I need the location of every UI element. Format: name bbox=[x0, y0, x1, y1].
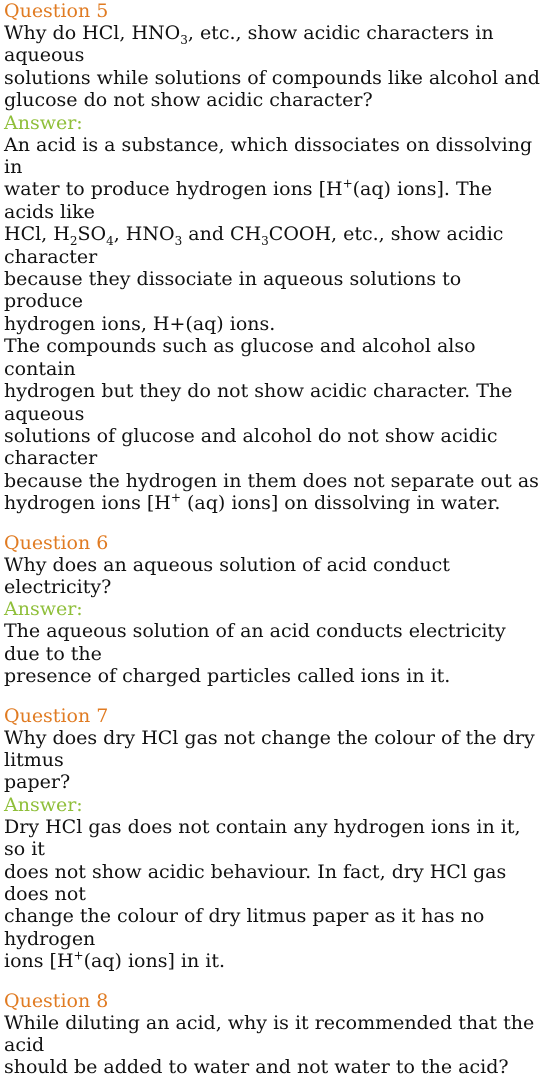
question-6-section bbox=[4, 532, 544, 688]
answer-text: The aqueous solution of an acid conducts electricity due to the presence of charged particles called ions in it. bbox=[4, 620, 506, 688]
question-5-section bbox=[4, 0, 544, 515]
question-text: Why does an aqueous solution of acid conduct electricity? bbox=[4, 553, 450, 598]
question-heading: Question 6 bbox=[4, 531, 109, 554]
document-page bbox=[4, 0, 544, 1079]
answer-paragraph-2: The compounds such as glucose and alcohol also contain hydrogen but they do not show acidic character. The aqueous solutions of glucose and alcohol do not show acidic character because the hydrogen in them does not separate out as hydrogen ions [H+ (aq) ions] on dissolving in water. bbox=[4, 335, 539, 515]
question-heading: Question 7 bbox=[4, 704, 109, 727]
question-text: Why does dry HCl gas not change the colour of the dry litmus paper? bbox=[4, 726, 535, 794]
answer-paragraph-1: An acid is a substance, which dissociates on dissolving in water to produce hydrogen ions [H+(aq) ions]. The acids like HCl, $H_2SO_4$, $HNO_3$ and $CH_3COOH$, etc., show acidic character because they dissociate in aqueous solutions to produce hydrogen ions, H+(aq) ions. bbox=[4, 133, 533, 335]
question-text: Why do HCl, $HNO_3$, etc., show acidic characters in aqueous solutions while solutions of compounds like alcohol and glucose do not show acidic character? bbox=[4, 22, 540, 112]
question-text: While diluting an acid, why is it recommended that the acid should be added to water and not water to the acid? bbox=[4, 1011, 535, 1079]
question-heading: Question 8 bbox=[4, 989, 109, 1012]
question-8-section bbox=[4, 990, 544, 1079]
answer-label: Answer: bbox=[4, 793, 83, 816]
question-7-section bbox=[4, 705, 544, 973]
answer-label: Answer: bbox=[4, 111, 83, 134]
answer-text: Dry HCl gas does not contain any hydrogen ions in it, so it does not show acidic behaviour. In fact, dry HCl gas does not change the colour of dry litmus paper as it has no hydrogen ions [H+(aq) ions] in it. bbox=[4, 815, 521, 973]
question-heading: Question 5 bbox=[4, 0, 109, 22]
answer-label: Answer: bbox=[4, 598, 83, 621]
